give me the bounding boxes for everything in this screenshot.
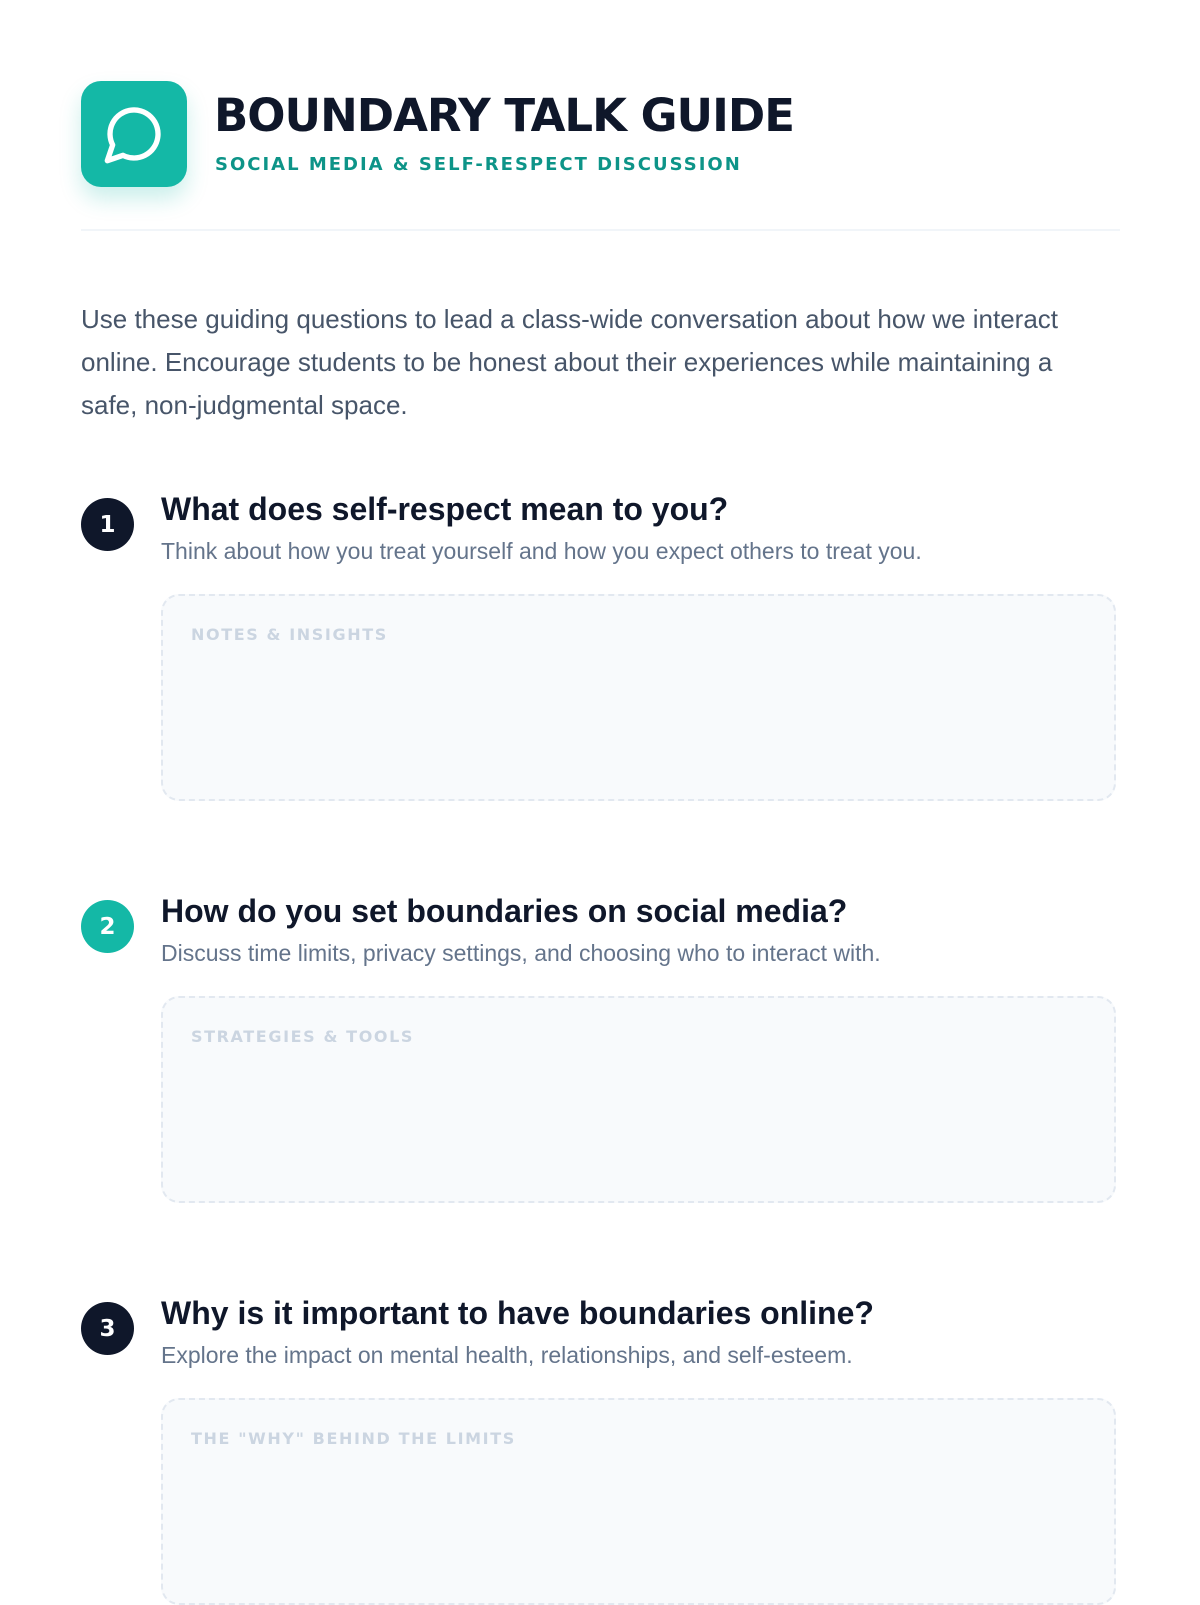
notes-label: THE "WHY" BEHIND THE LIMITS <box>191 1429 516 1448</box>
notes-box[interactable] <box>161 1398 1116 1605</box>
page-title: BOUNDARY TALK GUIDE <box>214 89 794 142</box>
intro-paragraph: Use these guiding questions to lead a class-wide conversation about how we interact online. Encourage students to be honest about their experiences while maintaining a safe, non-judgmental space. <box>81 304 1059 420</box>
chat-bubble-icon <box>81 81 187 187</box>
question-title: How do you set boundaries on social media? <box>161 893 848 929</box>
notes-label: STRATEGIES & TOOLS <box>191 1027 415 1046</box>
notes-box[interactable] <box>161 996 1116 1203</box>
question-description: Discuss time limits, privacy settings, and choosing who to interact with. <box>161 940 881 966</box>
notes-box[interactable] <box>161 594 1116 801</box>
question-description: Think about how you treat yourself and how you expect others to treat you. <box>161 538 922 564</box>
notes-label: NOTES & INSIGHTS <box>191 625 388 644</box>
question-title: Why is it important to have boundaries online? <box>161 1295 874 1331</box>
question-number-badge: 1 <box>81 498 134 551</box>
guide-header <box>81 81 1120 231</box>
page-subtitle: SOCIAL MEDIA & SELF-RESPECT DISCUSSION <box>215 154 742 175</box>
question-description: Explore the impact on mental health, relationships, and self-esteem. <box>161 1342 853 1368</box>
question-number-badge: 2 <box>81 900 134 953</box>
question-number-badge: 3 <box>81 1302 134 1355</box>
question-title: What does self-respect mean to you? <box>161 491 729 527</box>
